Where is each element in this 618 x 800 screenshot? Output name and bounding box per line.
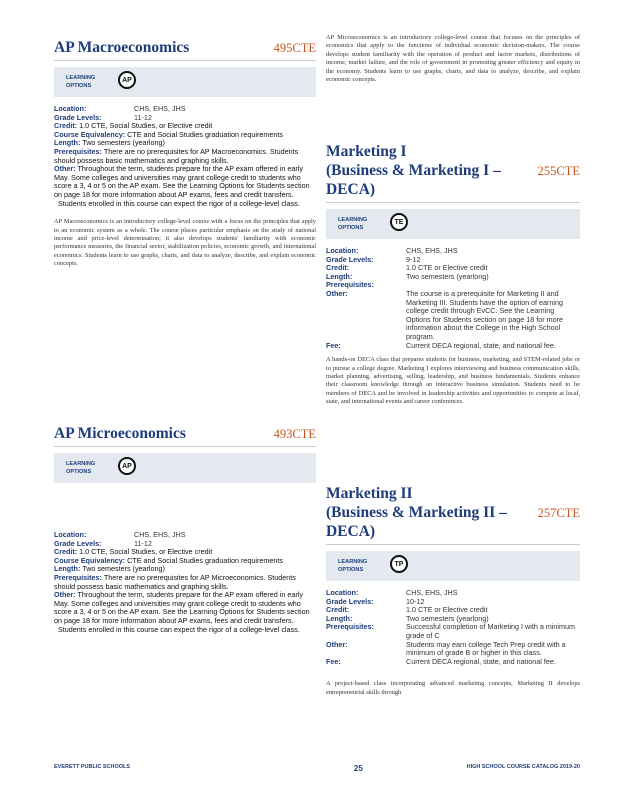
credit-value: 1.0 CTE, Social Studies, or Elective credit	[79, 121, 213, 131]
micro-description: AP Microeconomics is an introductory college-level course that focuses on the principles of economics that apply to the functions of individual economic decision-makers. The course develops student familiarity with the operation of product and factor markets, distributions of income, market failure, and the role of government in promoting greater efficiency and equity in the economy. Students learn to use graphs, charts, and data to analyze, describe, and explain economic concepts.	[326, 34, 580, 84]
other-value: Throughout the term, students prepare for the AP exam offered in early May. Some colleges and universities may grant college credit to students who score a 3, 4 or 5 on the AP exam. See the Learning Options for Students section on page 18 for more information about AP exams, fees and credit transfers.	[54, 164, 310, 199]
course-header	[326, 161, 580, 203]
course-macro	[54, 38, 316, 269]
location-key: Location:	[54, 530, 87, 539]
course-code: 493CTE	[273, 427, 316, 441]
grade-key: Grade Levels:	[54, 112, 102, 122]
length-key: Length:	[326, 271, 353, 281]
course-info	[326, 589, 580, 666]
fee-value: Current DECA regional, state, and national fee.	[406, 340, 556, 350]
learning-options-box	[54, 453, 316, 483]
fee-value: Current DECA regional, state, and national fee.	[406, 656, 556, 666]
location-value: CHS, EHS, JHS	[406, 588, 458, 597]
course-info	[326, 247, 580, 350]
location-key: Location:	[54, 104, 87, 113]
prereq-value: Successful completion of Marketing I with a minimum grade of C	[406, 622, 575, 640]
other-value: The course is a prerequisite for Marketing II and Marketing III. Students have the option of earning college credit through EvCC. See the Learning Options for Students section on page 18 for more information about the College in the High School program.	[406, 288, 564, 341]
learning-options-box	[326, 209, 580, 239]
tech-prep-badge-icon: TE	[390, 213, 408, 231]
credit-key: Credit:	[54, 547, 78, 557]
location-key: Location:	[326, 246, 359, 255]
length-value: Two semesters (yearlong)	[82, 564, 165, 574]
other-key: Other:	[54, 164, 76, 174]
credit-key: Credit:	[326, 605, 350, 615]
prereq-value: There are no prerequisites for AP Microeconomics. Students should possess basic mathematics and graphing skills.	[54, 572, 296, 591]
credit-key: Credit:	[326, 263, 350, 273]
equiv-key: Course Equivalency:	[54, 129, 126, 139]
course-micro	[54, 424, 316, 634]
length-key: Length:	[326, 613, 353, 623]
location-value: CHS, EHS, JHS	[134, 530, 186, 539]
credit-value: 1.0 CTE or Elective credit	[406, 605, 488, 615]
other-key: Other:	[326, 288, 348, 298]
credit-key: Credit:	[54, 121, 78, 131]
course-title: AP Microeconomics	[54, 425, 186, 442]
course-title-line1: Marketing I	[326, 143, 407, 160]
grade-value: 11-12	[134, 538, 152, 548]
course-code: 255CTE	[537, 164, 580, 178]
equiv-key: Course Equivalency:	[54, 555, 126, 565]
learning-options-box	[326, 551, 580, 581]
prereq-key: Prerequisites:	[54, 572, 102, 582]
prereq-key: Prerequisites:	[54, 146, 102, 156]
equiv-value: CTE and Social Studies graduation requirements	[127, 555, 283, 565]
learning-options-label: LEARNING OPTIONS	[66, 75, 96, 89]
fee-key: Fee:	[326, 340, 341, 350]
other-key: Other:	[326, 639, 348, 649]
length-key: Length:	[54, 564, 81, 574]
grade-key: Grade Levels:	[326, 254, 374, 264]
grade-key: Grade Levels:	[326, 596, 374, 606]
length-value: Two semesters (yearlong)	[406, 271, 489, 281]
ap-badge-icon: AP	[118, 457, 136, 475]
learning-options-box	[54, 67, 316, 97]
ap-badge-icon: AP	[118, 71, 136, 89]
other-value: Students may earn college Tech Prep credit with a minimum of grade B or higher in this class.	[406, 639, 566, 658]
learning-options-label: LEARNING OPTIONS	[338, 559, 368, 573]
enrolled-note: Students enrolled in this course can expect the rigor of a college-level class.	[58, 198, 300, 208]
footer-district: EVERETT PUBLIC SCHOOLS	[54, 764, 131, 770]
course-title-line2: (Business & Marketing I – DECA)	[326, 162, 501, 198]
page-footer	[54, 764, 580, 773]
fee-key: Fee:	[326, 656, 341, 666]
length-value: Two semesters (yearlong)	[406, 613, 489, 623]
course-header	[326, 503, 580, 545]
course-marketing-2	[326, 484, 580, 697]
learning-options-label: LEARNING OPTIONS	[66, 461, 96, 475]
grade-key: Grade Levels:	[54, 538, 102, 548]
course-marketing-1	[326, 142, 580, 407]
length-key: Length:	[54, 138, 81, 148]
equiv-value: CTE and Social Studies graduation requirements	[127, 129, 283, 139]
course-info	[54, 531, 316, 634]
course-title-line2: (Business & Marketing II – DECA)	[326, 504, 507, 540]
grade-value: 11-12	[134, 112, 152, 122]
learning-options-label: LEARNING OPTIONS	[338, 217, 368, 231]
course-code: 495CTE	[273, 41, 316, 55]
prereq-key: Prerequisites:	[326, 622, 374, 632]
tech-prep-badge-icon: TP	[390, 555, 408, 573]
page-number: 25	[353, 764, 363, 773]
credit-value: 1.0 CTE or Elective credit	[406, 263, 488, 273]
length-value: Two semesters (yearlong)	[82, 138, 165, 148]
footer-catalog: HIGH SCHOOL COURSE CATALOG 2019-20	[466, 764, 580, 770]
course-header	[54, 38, 316, 61]
course-header	[54, 424, 316, 447]
other-key: Other:	[54, 590, 76, 600]
location-key: Location:	[326, 588, 359, 597]
course-title: AP Macroeconomics	[54, 39, 190, 56]
prereq-key: Prerequisites:	[326, 280, 374, 290]
course-description: A project-based class incorporating advanced marketing concepts, Marketing II develops entrepreneurial skills through	[326, 680, 580, 696]
enrolled-note: Students enrolled in this course can expect the rigor of a college-level class.	[58, 624, 300, 634]
grade-value: 10-12	[406, 596, 425, 606]
location-value: CHS, EHS, JHS	[134, 104, 186, 113]
course-description: AP Macroeconomics is an introductory college-level course with a focus on the principles that apply to an economic system as a whole. The course places particular emphasis on the study of national income and price-level determination; it also develops students' familiarity with economic performance measures, the financial sector, stabilization policies, economic growth, and international economics. Students learn to use graphs, charts, and data to analyze, describe, and explain economic concepts.	[54, 218, 316, 268]
course-description: A hands-on DECA class that prepares students for business, marketing, and STEM-related jobs or to pursue a college degree. Marketing I explores interviewing and business communication skills, market planning, advertising, selling, leadership, and business fundamentals. Students enhance their classroom knowledge through an interactive business simulation. Students need to be members of DECA and be involved in leadership activities and opportunities to compete at local, state, and international events and career conferences.	[326, 356, 580, 406]
course-code: 257CTE	[537, 506, 580, 520]
credit-value: 1.0 CTE, Social Studies, or Elective credit	[79, 547, 213, 557]
location-value: CHS, EHS, JHS	[406, 246, 458, 255]
course-info	[54, 105, 316, 208]
grade-value: 9-12	[406, 254, 421, 264]
other-value: Throughout the term, students prepare for the AP exam offered in early May. Some colleges and universities may grant college credit to students who score a 3, 4 or 5 on the AP exam. See the Learning Options for Students section on page 18 for more information about AP exams, fees and credit transfers.	[54, 590, 310, 625]
course-title-line1: Marketing II	[326, 485, 413, 502]
prereq-value: There are no prerequisites for AP Macroeconomics. Students should possess basic mathematics and graphing skills.	[54, 146, 299, 165]
